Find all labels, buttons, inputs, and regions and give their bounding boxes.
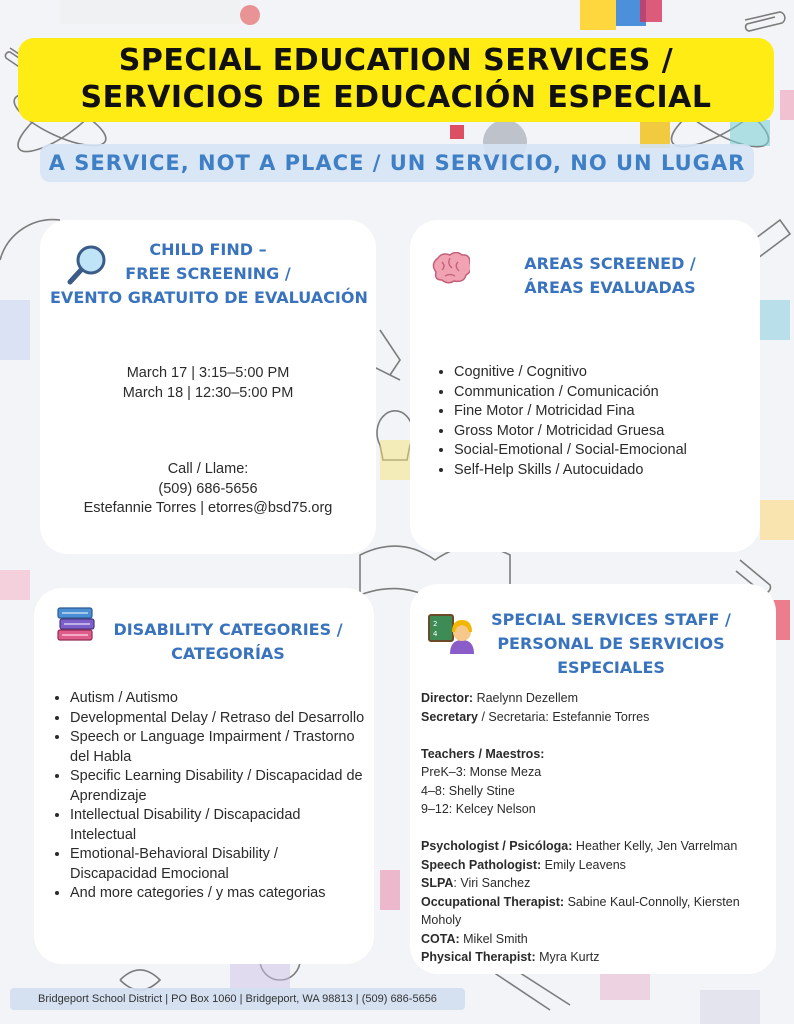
occupational-therapist-row: Occupational Therapist: Sabine Kaul-Connolly, Kiersten Moholy [421,894,740,927]
child-find-card [40,220,376,554]
secretary-row: Secretary / Secretaria: Estefannie Torres [421,709,650,724]
svg-text:4: 4 [433,630,438,638]
footer-address: Bridgeport School District | PO Box 1060 | Bridgeport, WA 98813 | (509) 686-5656 [10,988,465,1010]
teacher-row: 9–12: Kelcey Nelson [421,802,536,816]
teacher-row: PreK–3: Monse Meza [421,765,542,779]
main-title [18,38,774,122]
staff-title-2: PERSONAL DE SERVICIOS [497,634,725,653]
list-item: • Speech or Language Impairment / Trastorno del Habla [70,728,365,767]
svg-text:2: 2 [433,620,438,628]
title-line-english: SPECIAL EDUCATION SERVICES / [118,43,674,78]
list-item: • Communication / Comunicación [454,383,764,403]
areas-list [436,363,764,480]
list-item: • Gross Motor / Motricidad Gruesa [454,422,764,442]
staff-title-3: ESPECIALES [557,658,665,677]
areas-title-1: AREAS SCREENED / [524,254,696,273]
psychologist-row: Psychologist / Psicóloga: Heather Kelly, Jen Varrelman [421,839,738,853]
special-services-staff-card [410,584,776,974]
list-item: • Autism / Autismo [70,689,365,709]
teacher-row: 4–8: Shelly Stine [421,783,515,798]
brain-icon [430,252,470,286]
areas-screened-card [410,220,760,552]
list-item: • Cognitive / Cognitivo [454,363,764,383]
child-find-title-3: EVENTO GRATUITO DE EVALUACIÓN [50,288,368,307]
list-item: • Social-Emotional / Social-Emocional [454,441,764,461]
list-item: • And more categories / y mas categorias [70,884,365,904]
disability-title-2: CATEGORÍAS [171,644,285,663]
director-row: Director: Raelynn Dezellem [421,691,579,705]
disability-categories-card [34,588,374,964]
list-item: • Intellectual Disability / Discapacidad Intelectual [70,806,365,845]
list-item: • Developmental Delay / Retraso del Desarrollo [70,709,365,729]
slpa-row: SLPA: Viri Sanchez [421,876,531,890]
call-label: Call / Llame: [167,461,249,477]
list-item: • Specific Learning Disability / Discapacidad de Aprendizaje [70,767,365,806]
speech-pathologist-row: Speech Pathologist: Emily Leavens [421,857,626,872]
tagline: A SERVICE, NOT A PLACE / UN SERVICIO, NO UN LUGAR [40,144,754,182]
cota-row: COTA: Mikel Smith [421,931,528,946]
child-find-title-1: CHILD FIND – [149,240,267,259]
event-date-1: March 17 | 3:15–5:00 PM [126,365,290,381]
staff-directory [421,689,771,967]
list-item: • Self-Help Skills / Autocuidado [454,461,764,481]
contact-info[interactable]: Estefannie Torres | etorres@bsd75.org [83,500,333,516]
disability-title-1: DISABILITY CATEGORIES / [113,620,343,639]
teachers-label: Teachers / Maestros: [421,746,545,761]
list-item: • Fine Motor / Motricidad Fina [454,402,764,422]
areas-title-2: ÁREAS EVALUADAS [524,278,696,297]
disability-list [52,689,365,904]
event-date-2: March 18 | 12:30–5:00 PM [122,384,294,401]
staff-title-1: SPECIAL SERVICES STAFF / [491,610,731,629]
list-item: • Emotional-Behavioral Disability / Discapacidad Emocional [70,845,365,884]
phone-number[interactable]: (509) 686-5656 [158,480,258,497]
title-line-spanish: SERVICIOS DE EDUCACIÓN ESPECIAL [80,80,712,115]
child-find-title-2: FREE SCREENING / [125,264,291,283]
physical-therapist-row: Physical Therapist: Myra Kurtz [421,950,600,964]
